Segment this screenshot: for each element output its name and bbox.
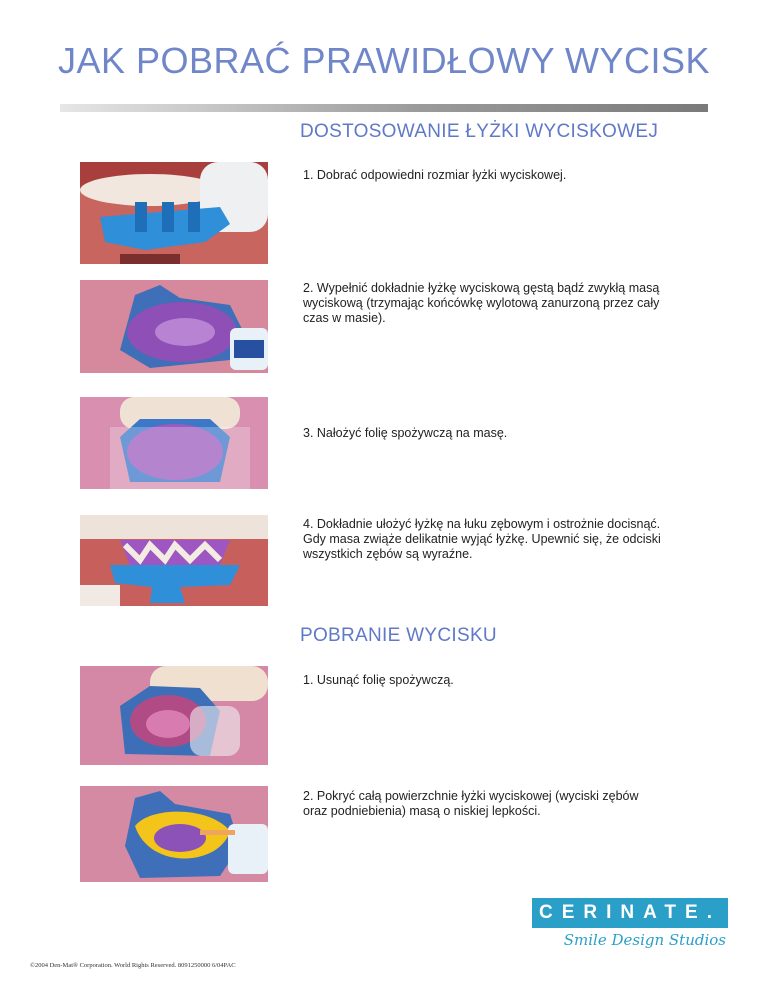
step-text: 4. Dokładnie ułożyć łyżkę na łuku zębowym i ostrożnie docisnąć. Gdy masa zwiąże delikatnie wyjąć łyżkę. Upewnić się, że odciski wszystkich zębów są wyraźne.	[303, 517, 661, 561]
photo-remove-wrap	[80, 666, 268, 765]
section-heading-tray: DOSTOSOWANIE ŁYŻKI WYCISKOWEJ	[300, 121, 659, 142]
title-divider	[60, 104, 708, 112]
copyright-footer: ©2004 Den-Mat® Corporation. World Rights Reserved. 8091250000 6/04PAC	[30, 962, 236, 969]
step-text: 3. Nałożyć folię spożywczą na masę.	[303, 426, 508, 440]
step-text: 1. Usunąć folię spożywczą.	[303, 673, 454, 687]
photo-fill-tray	[80, 280, 268, 373]
photo-light-body	[80, 786, 268, 882]
photo-seat-tray	[80, 515, 268, 606]
step-text: 2. Pokryć całą powierzchnie łyżki wyciskowej (wyciski zębów oraz podniebienia) masą o niskiej lepkości.	[303, 789, 639, 818]
photo-tray-size	[80, 162, 268, 264]
page-title: JAK POBRAĆ PRAWIDŁOWY WYCISK	[57, 40, 711, 81]
logo-tagline: Smile Design Studios	[563, 931, 726, 949]
cerinate-logo	[532, 898, 728, 958]
step-text: 2. Wypełnić dokładnie łyżkę wyciskową gęstą bądź zwykłą masą wyciskową (trzymając końcówkę wylotową zanurzoną przez cały czas w masie).	[303, 281, 660, 325]
logo-brand: CERINATE.	[532, 898, 728, 928]
section-heading-impression: POBRANIE WYCISKU	[300, 625, 497, 646]
step-text: 1. Dobrać odpowiedni rozmiar łyżki wyciskowej.	[303, 168, 567, 182]
photo-plastic-wrap	[80, 397, 268, 489]
